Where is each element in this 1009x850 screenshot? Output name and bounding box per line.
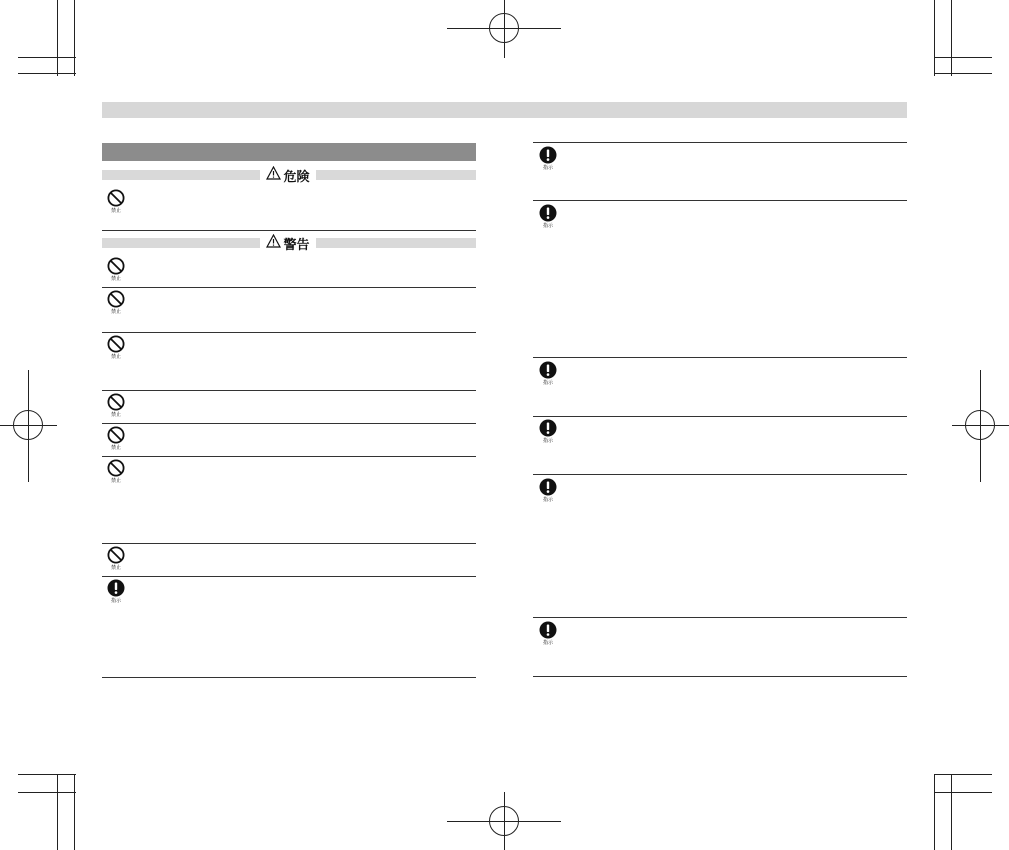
crop-mark-line: [934, 792, 992, 793]
prohibited-icon: [106, 257, 126, 282]
warning-triangle-icon: [266, 166, 281, 184]
prohibited-caption: 禁止: [110, 276, 121, 282]
warning-label: [260, 235, 316, 251]
exclamation-icon: [538, 361, 558, 386]
prohibited-caption: 禁止: [110, 478, 121, 484]
row-separator: [102, 456, 476, 457]
prohibited-icon: [106, 426, 126, 451]
row-separator: [533, 617, 907, 618]
prohibited-caption: 禁止: [110, 565, 121, 571]
prohibited-icon: [106, 189, 126, 214]
danger-label-text: 危険: [283, 169, 310, 185]
instruction-caption: 指示: [542, 497, 553, 503]
prohibited-caption: 禁止: [110, 412, 121, 418]
warning-label-text: 警告: [283, 237, 310, 253]
prohibited-icon: [106, 546, 126, 571]
instruction-caption: 指示: [542, 640, 553, 646]
crop-mark-line: [934, 73, 992, 74]
instruction-caption: 指示: [542, 223, 553, 229]
crop-mark-line: [18, 57, 76, 58]
crop-mark-line: [934, 0, 935, 76]
prohibited-caption: 禁止: [110, 445, 121, 451]
row-separator: [533, 474, 907, 475]
row-separator: [102, 287, 476, 288]
prohibited-icon: [106, 393, 126, 418]
prohibited-icon: [106, 459, 126, 484]
crop-mark-line: [934, 57, 992, 58]
crop-mark-line: [934, 774, 935, 850]
registration-circle: [489, 806, 519, 836]
prohibited-caption: 禁止: [110, 309, 121, 315]
crop-mark-line: [934, 774, 992, 775]
section-title-bar: [102, 143, 476, 161]
row-separator: [102, 230, 476, 231]
row-separator: [102, 390, 476, 391]
registration-circle: [13, 410, 43, 440]
registration-circle: [489, 13, 519, 43]
row-separator: [102, 576, 476, 577]
warning-triangle-icon: [266, 234, 281, 252]
exclamation-icon: [538, 419, 558, 444]
crop-mark-line: [18, 73, 76, 74]
registration-circle: [965, 410, 995, 440]
prohibited-icon: [106, 290, 126, 315]
exclamation-icon: [538, 621, 558, 646]
row-separator: [533, 416, 907, 417]
page-header-band: [102, 102, 907, 118]
instruction-caption: 指示: [542, 438, 553, 444]
exclamation-icon: [106, 579, 126, 604]
row-separator: [102, 423, 476, 424]
crop-mark-line: [18, 774, 76, 775]
row-separator: [102, 677, 476, 678]
row-separator: [533, 142, 907, 143]
instruction-caption: 指示: [110, 598, 121, 604]
crop-mark-line: [18, 792, 76, 793]
crop-mark-line: [57, 774, 58, 850]
exclamation-icon: [538, 204, 558, 229]
row-separator: [533, 676, 907, 677]
exclamation-icon: [538, 146, 558, 171]
crop-mark-line: [74, 0, 75, 76]
prohibited-caption: 禁止: [110, 208, 121, 214]
prohibited-icon: [106, 335, 126, 360]
crop-mark-line: [951, 774, 952, 850]
prohibited-caption: 禁止: [110, 354, 121, 360]
instruction-caption: 指示: [542, 165, 553, 171]
row-separator: [533, 200, 907, 201]
crop-mark-line: [74, 774, 75, 850]
row-separator: [533, 357, 907, 358]
row-separator: [102, 543, 476, 544]
crop-mark-line: [57, 0, 58, 76]
instruction-caption: 指示: [542, 380, 553, 386]
danger-label: [260, 167, 316, 183]
crop-mark-line: [951, 0, 952, 76]
exclamation-icon: [538, 478, 558, 503]
row-separator: [102, 332, 476, 333]
